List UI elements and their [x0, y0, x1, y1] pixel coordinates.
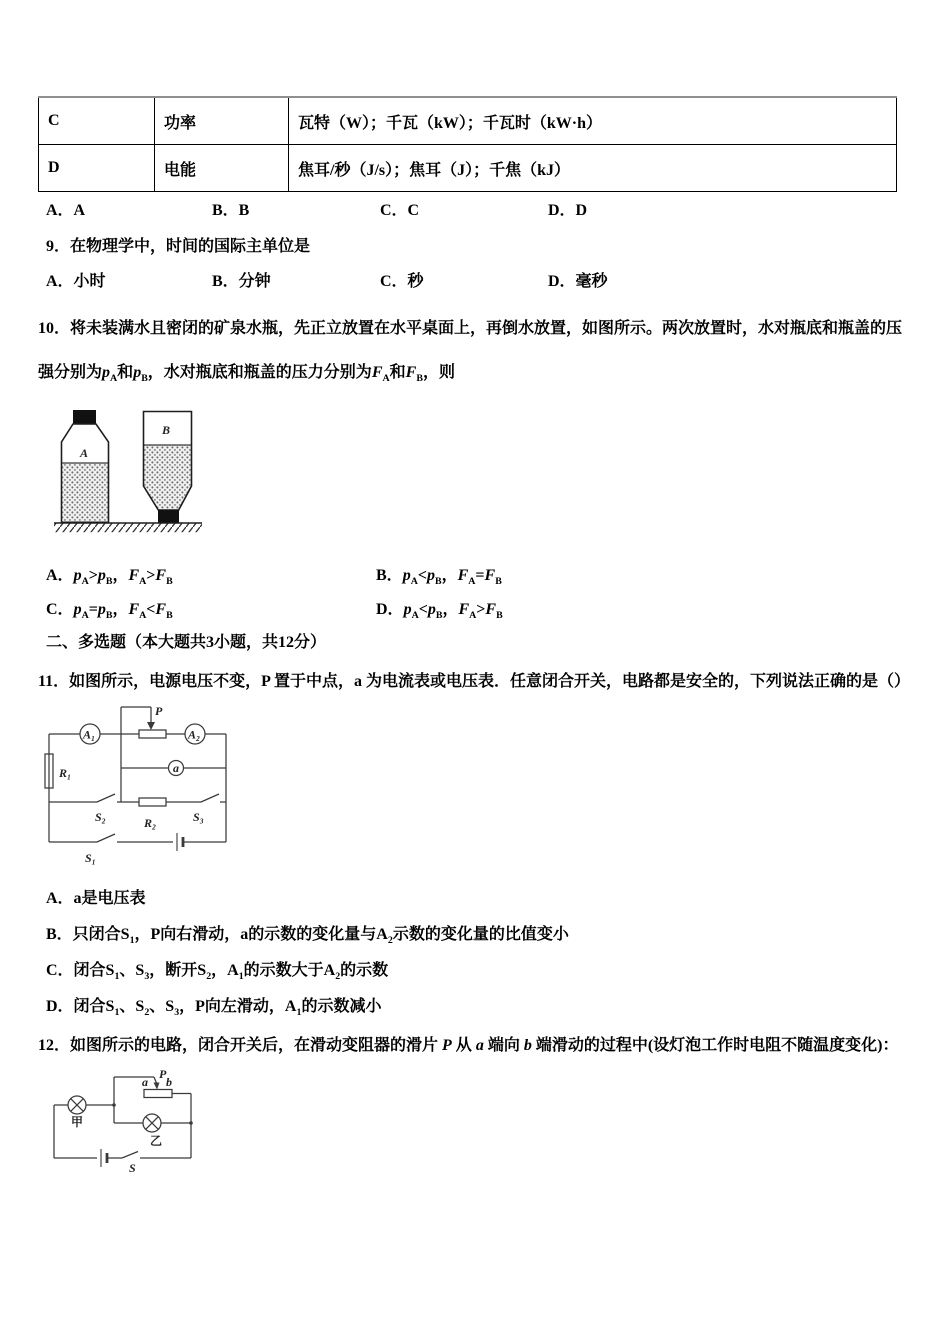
bottle-b-cap — [158, 510, 179, 523]
lamp-yi-icon — [143, 1114, 161, 1132]
q11-option-d: D．闭合$S_1$、$S_2$、$S_3$，P向左滑动，$A_1$的示数减小 — [46, 998, 382, 1019]
switch-s-icon — [122, 1152, 138, 1159]
ammeter-a2-icon — [185, 724, 205, 744]
svg-text:A₂: A₂ — [188, 727, 201, 742]
bottle-a-upright — [62, 410, 109, 522]
slider-arrow-icon — [154, 1083, 160, 1090]
lamp-jia-icon — [68, 1096, 86, 1114]
bottle-a-label: A — [80, 446, 89, 460]
ground-hatching — [54, 523, 202, 532]
resistor-r2-label: R₂ — [144, 816, 157, 830]
table-cell-units: 焦耳/秒（J/s）；焦耳（J）；千焦（kJ） — [289, 145, 897, 192]
prev-option-c: C．C — [380, 202, 420, 219]
switch-s3-label: S₃ — [193, 810, 204, 824]
section-2-heading: 二、多选题（本大题共3小题，共12分） — [46, 634, 327, 651]
q11-option-c: C．闭合$S_1$、$S_3$，断开$S_2$，$A_1$的示数大于$A_2$的示数 — [46, 962, 389, 983]
switch-s2-icon — [97, 794, 115, 802]
prev-option-d: D．D — [548, 202, 588, 219]
q10-option-d: D．$p_A<p_B$，$F_A>F_B$ — [376, 601, 503, 622]
table-row — [39, 145, 897, 192]
bottle-b-inverted — [144, 412, 192, 524]
question-12-text: 12．如图所示的电路，闭合开关后，在滑动变阻器的滑片 P 从 a 端向 b 端滑动的过程中(设灯泡工作时电阻不随温度变化)： — [38, 1037, 899, 1054]
question-9-text: 9．在物理学中，时间的国际主单位是 — [46, 238, 311, 255]
table-cell-quantity: 电能 — [155, 145, 289, 192]
table-cell-option: C — [39, 97, 155, 145]
resistor-r1-label: R₁ — [59, 766, 72, 780]
q10-option-c: C．$p_A=p_B$，$F_A<F_B$ — [46, 601, 173, 622]
q10-bottles-figure — [46, 401, 241, 541]
q11-circuit-figure — [43, 702, 233, 874]
switch-s3-icon — [201, 794, 219, 802]
rheostat-icon — [139, 730, 166, 738]
lamp-jia-label: 甲 — [71, 1115, 84, 1129]
bottle-a-water — [62, 463, 108, 522]
resistor-r2-icon — [139, 798, 166, 806]
rheostat-end-a-label: a — [142, 1075, 148, 1089]
table-cell-option: D — [39, 145, 155, 192]
question-10-options-grid — [38, 565, 896, 620]
q10-option-a: A．$p_A>p_B$，$F_A>F_B$ — [46, 567, 173, 588]
bottle-a-cap — [73, 410, 96, 424]
bottle-b-label: B — [162, 423, 171, 437]
q12-circuit-figure — [44, 1068, 204, 1190]
lamp-yi-label: 乙 — [150, 1134, 163, 1148]
q9-option-d: D．毫秒 — [548, 273, 608, 290]
ammeter-a1-icon — [80, 724, 100, 744]
switch-s1-icon — [97, 834, 115, 842]
prev-question-options-row — [38, 200, 896, 222]
q10-option-b: B．$p_A<p_B$，$F_A=F_B$ — [376, 567, 502, 588]
question-11-text: 11．如图所示，电源电压不变，P 置于中点，a 为电流表或电压表．任意闭合开关，电路都是安全的，下列说法正确的是（） — [38, 673, 911, 690]
prev-option-b: B．B — [212, 202, 250, 219]
battery-icon — [101, 1149, 107, 1167]
slider-p-label: P — [155, 704, 163, 718]
battery-icon — [177, 833, 183, 851]
slider-arrow-icon — [147, 722, 155, 730]
question-10-text: 10．将未装满水且密闭的矿泉水瓶，先正立放置在水平桌面上，再倒水放置，如图所示。两次放置时，水对瓶底和瓶盖的压强分别为$p_A$和$p_B$，水对瓶底和瓶盖的压力分别为$F_A$和$F_B$，则 — [38, 320, 903, 385]
slider-p-label: P — [159, 1068, 167, 1081]
prev-option-a: A．A — [46, 202, 86, 219]
q9-option-c: C．秒 — [380, 273, 424, 290]
table-cell-quantity: 功率 — [155, 97, 289, 145]
svg-text:A₁: A₁ — [83, 727, 96, 742]
switch-s-label: S — [129, 1161, 136, 1175]
switch-s2-label: S₂ — [95, 810, 106, 824]
switch-s1-label: S₁ — [85, 851, 96, 865]
rheostat-end-b-label: b — [166, 1075, 172, 1089]
table-cell-units: 瓦特（W）；千瓦（kW）；千瓦时（kW·h） — [289, 97, 897, 145]
rheostat-icon — [144, 1090, 172, 1098]
q9-option-a: A．小时 — [46, 273, 106, 290]
unit-table — [38, 96, 897, 192]
svg-text:a: a — [173, 761, 179, 775]
meter-a-icon — [169, 761, 184, 776]
q11-option-a: A．a是电压表 — [46, 890, 146, 907]
question-9-options-row — [38, 271, 896, 293]
table-row — [39, 97, 897, 145]
q11-option-b: B．只闭合$S_1$，P向右滑动，a的示数的变化量与$A_2$示数的变化量的比值变小 — [46, 926, 569, 947]
q9-option-b: B．分钟 — [212, 273, 271, 290]
